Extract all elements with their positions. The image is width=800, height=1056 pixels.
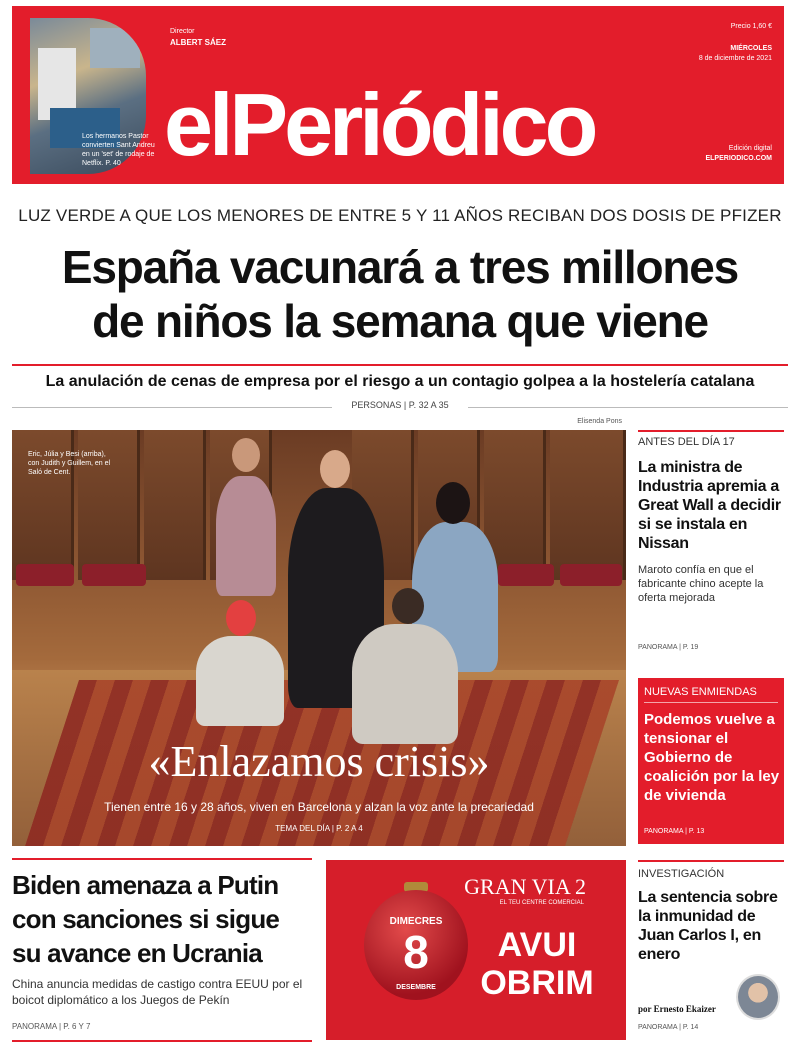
lead-kicker: LUZ VERDE A QUE LOS MENORES DE ENTRE 5 Y 11 AÑOS RECIBAN DOS DOSIS DE PFIZER: [18, 206, 782, 225]
ad-month: DESEMBRE: [396, 984, 436, 991]
feature-title[interactable]: «Enlazamos crisis»: [148, 737, 490, 786]
divider: [12, 364, 788, 366]
feature-subtitle: Tienen entre 16 y 28 años, viven en Barcelona y alzan la voz ante la precariedad: [104, 800, 534, 814]
side-story-ref: PANORAMA | P. 19: [638, 644, 699, 651]
ad-cta-line2: OBRIM: [480, 964, 594, 1002]
divider: [12, 858, 312, 860]
advertisement[interactable]: [326, 860, 626, 1040]
lead-headline-line2: de niños la semana que viene: [92, 295, 708, 347]
side-story-kicker: ANTES DEL DÍA 17: [638, 436, 735, 448]
issue-date: 8 de diciembre de 2021: [698, 55, 772, 62]
feature-photo-caption: Eric, Júlia y Besi (arriba), con Judith y Guillem, en el Saló de Cent.: [28, 451, 111, 476]
side-story-body: Maroto confía en que el fabricante chino acepte la oferta mejorada: [638, 564, 764, 604]
newspaper-logo[interactable]: elPeriódico: [164, 75, 595, 174]
bottom-story-title[interactable]: Biden amenaza a Putin con sanciones si sigue su avance en Ucrania: [12, 870, 280, 968]
ad-cta: [472, 926, 602, 1002]
ad-brand-sub: EL TEU CENTRE COMERCIAL: [499, 900, 584, 906]
side-story-title[interactable]: La ministra de Industria apremia a Great Wall a decidir si se instala en Nissan: [638, 459, 781, 552]
weekday: MIÉRCOLES: [730, 45, 772, 52]
lead-headline-line1: España vacunará a tres millones: [61, 241, 739, 293]
feature-ref: TEMA DEL DÍA | P. 2 A 4: [275, 824, 363, 833]
divider: [12, 1040, 312, 1042]
lead-headline[interactable]: [12, 240, 788, 348]
masthead: [12, 6, 784, 184]
side-story[interactable]: [638, 436, 784, 605]
investigation-kicker: INVESTIGACIÓN: [638, 868, 725, 880]
divider: [638, 430, 784, 432]
ad-day: DIMECRES: [389, 916, 443, 927]
edition-url[interactable]: ELPERIODICO.COM: [705, 155, 772, 162]
ad-number: 8: [403, 926, 429, 978]
ad-brand: GRAN VIA 2: [464, 874, 586, 899]
masthead-photo-caption[interactable]: Los hermanos Pastor convierten Sant Andreu en un 'set' de rodaje de Netflix. P. 40: [82, 133, 155, 167]
red-story[interactable]: [638, 678, 784, 844]
photo-credit: Elisenda Pons: [577, 418, 622, 425]
feature-photo[interactable]: [12, 430, 626, 846]
director-name: ALBERT SÁEZ: [170, 38, 226, 47]
investigation-story[interactable]: [638, 868, 784, 1031]
ad-cta-line1: AVUI: [497, 926, 577, 964]
red-story-kicker: NUEVAS ENMIENDAS: [644, 686, 757, 698]
investigation-ref: PANORAMA | P. 14: [638, 1024, 699, 1031]
author-avatar: [736, 974, 780, 1020]
lead-subhead[interactable]: La anulación de cenas de empresa por el riesgo a un contagio golpea a la hostelería catalana: [45, 373, 755, 390]
price: Precio 1,60 €: [730, 23, 772, 30]
divider: [638, 860, 784, 862]
lead-ref-text: PERSONAS | P. 32 A 35: [351, 400, 449, 410]
lead-ref: [12, 400, 788, 414]
red-story-title[interactable]: Podemos vuelve a tensionar el Gobierno de coalición por la ley de vivienda: [644, 711, 780, 804]
investigation-byline: por Ernesto Ekaizer: [638, 1004, 716, 1014]
director-label: Director: [170, 28, 195, 35]
bottom-story-body: China anuncia medidas de castigo contra EEUU por el boicot diplomático a los Juegos de Pekín: [12, 977, 303, 1007]
edition-label: Edición digital: [728, 145, 772, 152]
red-story-ref: PANORAMA | P. 13: [644, 828, 705, 835]
investigation-title[interactable]: La sentencia sobre la inmunidad de Juan Carlos I, en enero: [638, 889, 778, 963]
bottom-story-ref: PANORAMA | P. 6 Y 7: [12, 1022, 91, 1031]
